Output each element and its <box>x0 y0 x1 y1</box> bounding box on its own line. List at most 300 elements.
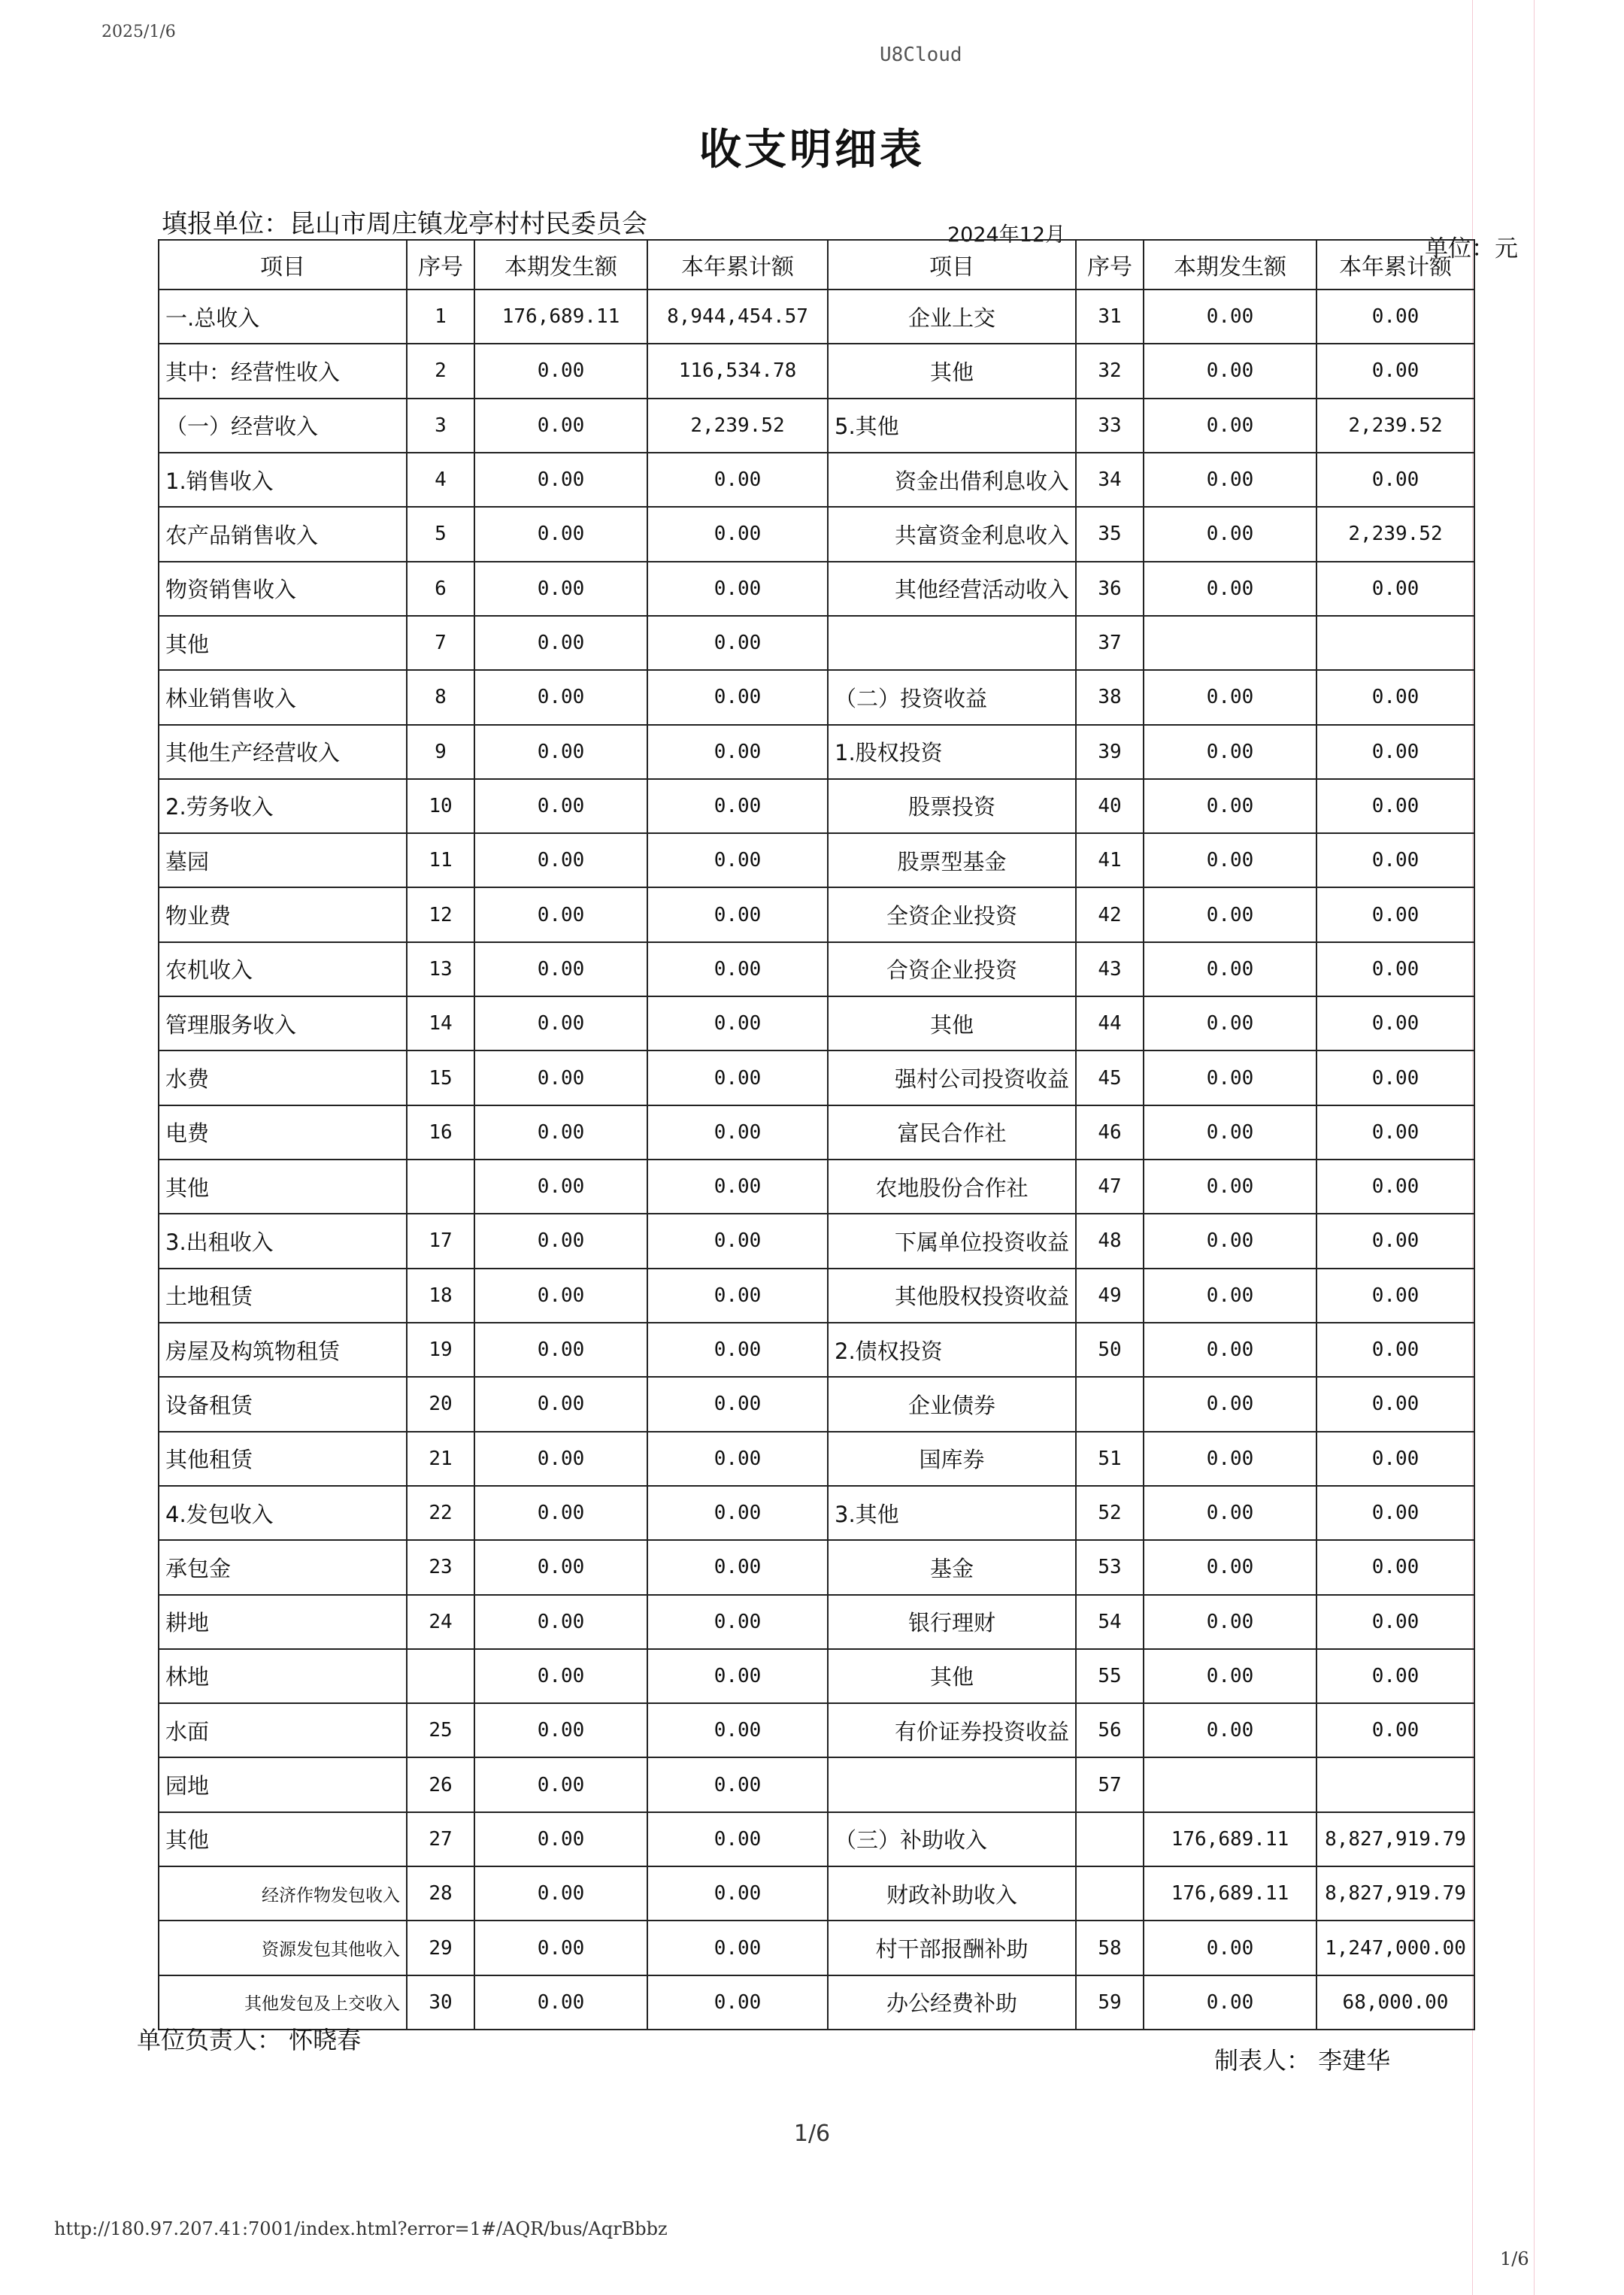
right-seq: 50 <box>1076 1323 1144 1377</box>
left-seq: 21 <box>407 1432 474 1486</box>
left-current-amount: 0.00 <box>474 887 647 941</box>
right-seq: 52 <box>1076 1486 1144 1540</box>
right-seq: 37 <box>1076 616 1144 670</box>
left-ytd-amount: 0.00 <box>647 1812 828 1866</box>
right-item-label: 其他 <box>828 996 1076 1050</box>
right-item-label: 有价证券投资收益 <box>828 1703 1076 1757</box>
right-current-amount: 0.00 <box>1144 1323 1316 1377</box>
left-ytd-amount: 0.00 <box>647 453 828 507</box>
table-row <box>159 779 1474 833</box>
left-ytd-amount: 0.00 <box>647 1377 828 1431</box>
right-item-label: 全资企业投资 <box>828 887 1076 941</box>
left-seq: 15 <box>407 1050 474 1105</box>
table-row <box>159 1540 1474 1594</box>
right-current-amount: 0.00 <box>1144 1921 1316 1975</box>
right-item-label: 股票型基金 <box>828 833 1076 887</box>
left-item-label: 一.总收入 <box>159 290 407 344</box>
right-ytd-amount: 68,000.00 <box>1316 1975 1474 2030</box>
right-ytd-amount <box>1316 616 1474 670</box>
left-seq: 29 <box>407 1921 474 1975</box>
table-row <box>159 1105 1474 1160</box>
left-ytd-amount: 0.00 <box>647 1160 828 1214</box>
left-ytd-amount: 0.00 <box>647 1540 828 1594</box>
right-item-label: 其他经营活动收入 <box>828 562 1076 616</box>
table-row <box>159 833 1474 887</box>
left-ytd-amount: 0.00 <box>647 1975 828 2030</box>
right-ytd-amount: 0.00 <box>1316 1160 1474 1214</box>
right-item-label: 办公经费补助 <box>828 1975 1076 2030</box>
left-item-label: 经济作物发包收入 <box>159 1866 407 1921</box>
table-row <box>159 1323 1474 1377</box>
right-ytd-amount: 0.00 <box>1316 779 1474 833</box>
left-item-label: 1.销售收入 <box>159 453 407 507</box>
left-ytd-amount: 0.00 <box>647 562 828 616</box>
table-row <box>159 290 1474 344</box>
right-current-amount: 0.00 <box>1144 562 1316 616</box>
left-item-label: 房屋及构筑物租赁 <box>159 1323 407 1377</box>
left-ytd-amount: 0.00 <box>647 616 828 670</box>
right-seq: 55 <box>1076 1649 1144 1703</box>
left-seq: 26 <box>407 1757 474 1811</box>
right-current-amount <box>1144 616 1316 670</box>
right-ytd-amount: 8,827,919.79 <box>1316 1866 1474 1921</box>
left-seq: 10 <box>407 779 474 833</box>
left-item-label: 其他 <box>159 616 407 670</box>
left-seq <box>407 1649 474 1703</box>
right-ytd-amount: 0.00 <box>1316 1486 1474 1540</box>
left-item-label: 资源发包其他收入 <box>159 1921 407 1975</box>
document-title: 收支明细表 <box>699 126 925 174</box>
left-seq: 13 <box>407 942 474 996</box>
left-item-label: 林业销售收入 <box>159 670 407 724</box>
print-date: 2025/1/6 <box>102 23 176 41</box>
left-seq: 7 <box>407 616 474 670</box>
left-ytd-amount: 116,534.78 <box>647 344 828 398</box>
right-ytd-amount: 0.00 <box>1316 887 1474 941</box>
right-ytd-amount: 0.00 <box>1316 725 1474 779</box>
app-name: U8Cloud <box>880 44 962 66</box>
right-ytd-amount: 0.00 <box>1316 1649 1474 1703</box>
right-item-label: （三）补助收入 <box>828 1812 1076 1866</box>
right-item-label: 下属单位投资收益 <box>828 1214 1076 1268</box>
table-row <box>159 399 1474 453</box>
left-seq: 12 <box>407 887 474 941</box>
table-row <box>159 996 1474 1050</box>
left-current-amount: 0.00 <box>474 1703 647 1757</box>
right-item-label: 股票投资 <box>828 779 1076 833</box>
left-current-amount: 0.00 <box>474 1866 647 1921</box>
left-seq: 23 <box>407 1540 474 1594</box>
left-ytd-amount: 0.00 <box>647 1432 828 1486</box>
left-ytd-amount: 0.00 <box>647 833 828 887</box>
right-item-label: 5.其他 <box>828 399 1076 453</box>
left-current-amount: 0.00 <box>474 1214 647 1268</box>
right-item-label: 银行理财 <box>828 1595 1076 1649</box>
table-row <box>159 562 1474 616</box>
right-seq: 51 <box>1076 1432 1144 1486</box>
table-row <box>159 1921 1474 1975</box>
right-ytd-amount: 0.00 <box>1316 1432 1474 1486</box>
right-current-amount: 0.00 <box>1144 1214 1316 1268</box>
left-ytd-amount: 0.00 <box>647 942 828 996</box>
column-header: 本期发生额 <box>474 240 647 290</box>
table-row <box>159 1866 1474 1921</box>
left-item-label: 其他 <box>159 1812 407 1866</box>
left-current-amount: 0.00 <box>474 1595 647 1649</box>
right-current-amount: 0.00 <box>1144 779 1316 833</box>
left-current-amount: 0.00 <box>474 1105 647 1160</box>
left-seq: 17 <box>407 1214 474 1268</box>
table-row <box>159 616 1474 670</box>
right-seq: 49 <box>1076 1269 1144 1323</box>
right-ytd-amount: 0.00 <box>1316 1269 1474 1323</box>
left-current-amount: 0.00 <box>474 1921 647 1975</box>
column-header: 项目 <box>159 240 407 290</box>
left-seq: 22 <box>407 1486 474 1540</box>
left-current-amount: 0.00 <box>474 344 647 398</box>
table-row <box>159 344 1474 398</box>
left-current-amount: 0.00 <box>474 562 647 616</box>
right-ytd-amount <box>1316 1757 1474 1811</box>
left-item-label: 农机收入 <box>159 942 407 996</box>
right-item-label: （二）投资收益 <box>828 670 1076 724</box>
left-item-label: 其他租赁 <box>159 1432 407 1486</box>
left-item-label: 承包金 <box>159 1540 407 1594</box>
left-current-amount: 0.00 <box>474 1486 647 1540</box>
left-seq: 6 <box>407 562 474 616</box>
left-item-label: 其他发包及上交收入 <box>159 1975 407 2030</box>
left-item-label: 物业费 <box>159 887 407 941</box>
unit-responsible-person: 单位负责人： 怀晓春 <box>137 2026 362 2054</box>
table-row <box>159 670 1474 724</box>
table-row <box>159 453 1474 507</box>
right-current-amount: 0.00 <box>1144 1703 1316 1757</box>
left-seq: 25 <box>407 1703 474 1757</box>
right-item-label: 财政补助收入 <box>828 1866 1076 1921</box>
table-row <box>159 1432 1474 1486</box>
right-current-amount: 0.00 <box>1144 670 1316 724</box>
left-item-label: 水费 <box>159 1050 407 1105</box>
right-current-amount: 0.00 <box>1144 1595 1316 1649</box>
left-current-amount: 0.00 <box>474 616 647 670</box>
right-seq: 38 <box>1076 670 1144 724</box>
right-current-amount: 0.00 <box>1144 1975 1316 2030</box>
left-item-label: 其他生产经营收入 <box>159 725 407 779</box>
right-seq: 43 <box>1076 942 1144 996</box>
right-current-amount <box>1144 1757 1316 1811</box>
right-current-amount: 0.00 <box>1144 399 1316 453</box>
right-item-label: 基金 <box>828 1540 1076 1594</box>
table-row <box>159 1486 1474 1540</box>
right-ytd-amount: 2,239.52 <box>1316 399 1474 453</box>
right-seq <box>1076 1377 1144 1431</box>
table-row <box>159 507 1474 561</box>
right-ytd-amount: 0.00 <box>1316 1105 1474 1160</box>
right-seq: 31 <box>1076 290 1144 344</box>
column-header: 序号 <box>407 240 474 290</box>
right-current-amount: 0.00 <box>1144 1649 1316 1703</box>
right-seq: 46 <box>1076 1105 1144 1160</box>
left-current-amount: 0.00 <box>474 399 647 453</box>
left-item-label: 3.出租收入 <box>159 1214 407 1268</box>
right-item-label: 其他股权投资收益 <box>828 1269 1076 1323</box>
right-item-label: 村干部报酬补助 <box>828 1921 1076 1975</box>
table-preparer: 制表人： 李建华 <box>1214 2046 1391 2075</box>
right-current-amount: 0.00 <box>1144 996 1316 1050</box>
left-current-amount: 0.00 <box>474 833 647 887</box>
page-number: 1/6 <box>793 2121 831 2147</box>
right-ytd-amount: 2,239.52 <box>1316 507 1474 561</box>
right-current-amount: 0.00 <box>1144 725 1316 779</box>
left-item-label: 林地 <box>159 1649 407 1703</box>
left-current-amount: 0.00 <box>474 507 647 561</box>
right-seq: 36 <box>1076 562 1144 616</box>
left-ytd-amount: 0.00 <box>647 1269 828 1323</box>
left-seq: 5 <box>407 507 474 561</box>
right-seq: 42 <box>1076 887 1144 941</box>
table-row <box>159 1269 1474 1323</box>
right-item-label: 国库券 <box>828 1432 1076 1486</box>
left-item-label: 水面 <box>159 1703 407 1757</box>
table-row <box>159 1649 1474 1703</box>
left-current-amount: 0.00 <box>474 942 647 996</box>
right-current-amount: 0.00 <box>1144 833 1316 887</box>
left-seq: 16 <box>407 1105 474 1160</box>
report-period: 2024年12月 <box>947 223 1066 247</box>
left-current-amount: 0.00 <box>474 1269 647 1323</box>
right-item-label: 富民合作社 <box>828 1105 1076 1160</box>
right-current-amount: 0.00 <box>1144 942 1316 996</box>
left-item-label: 土地租赁 <box>159 1269 407 1323</box>
table-header-row <box>159 240 1474 290</box>
right-item-label: 资金出借利息收入 <box>828 453 1076 507</box>
right-current-amount: 176,689.11 <box>1144 1866 1316 1921</box>
left-current-amount: 0.00 <box>474 1160 647 1214</box>
right-seq: 53 <box>1076 1540 1144 1594</box>
table-row <box>159 725 1474 779</box>
right-ytd-amount: 0.00 <box>1316 833 1474 887</box>
left-seq: 11 <box>407 833 474 887</box>
right-ytd-amount: 0.00 <box>1316 344 1474 398</box>
right-ytd-amount: 0.00 <box>1316 1377 1474 1431</box>
left-seq: 14 <box>407 996 474 1050</box>
right-item-label: 1.股权投资 <box>828 725 1076 779</box>
left-item-label: 耕地 <box>159 1595 407 1649</box>
right-seq: 41 <box>1076 833 1144 887</box>
right-ytd-amount: 0.00 <box>1316 562 1474 616</box>
source-url: http://180.97.207.41:7001/index.html?error=1#/AQR/bus/AqrBbbz <box>54 2218 668 2239</box>
right-ytd-amount: 1,247,000.00 <box>1316 1921 1474 1975</box>
left-seq: 3 <box>407 399 474 453</box>
table-row <box>159 887 1474 941</box>
right-item-label: 其他 <box>828 344 1076 398</box>
table-row <box>159 1160 1474 1214</box>
table-row <box>159 1377 1474 1431</box>
left-ytd-amount: 0.00 <box>647 1214 828 1268</box>
column-header: 本年累计额 <box>647 240 828 290</box>
right-seq: 33 <box>1076 399 1144 453</box>
right-seq: 48 <box>1076 1214 1144 1268</box>
right-ytd-amount: 0.00 <box>1316 1540 1474 1594</box>
left-seq: 24 <box>407 1595 474 1649</box>
left-seq: 28 <box>407 1866 474 1921</box>
left-current-amount: 0.00 <box>474 1540 647 1594</box>
right-current-amount: 0.00 <box>1144 1269 1316 1323</box>
left-current-amount: 0.00 <box>474 1323 647 1377</box>
left-seq: 2 <box>407 344 474 398</box>
left-ytd-amount: 0.00 <box>647 1486 828 1540</box>
left-current-amount: 0.00 <box>474 1649 647 1703</box>
left-item-label: 4.发包收入 <box>159 1486 407 1540</box>
left-seq: 30 <box>407 1975 474 2030</box>
right-current-amount: 176,689.11 <box>1144 1812 1316 1866</box>
right-item-label: 其他 <box>828 1649 1076 1703</box>
left-current-amount: 0.00 <box>474 1377 647 1431</box>
right-item-label: 3.其他 <box>828 1486 1076 1540</box>
left-seq: 27 <box>407 1812 474 1866</box>
right-item-label: 共富资金利息收入 <box>828 507 1076 561</box>
left-current-amount: 0.00 <box>474 996 647 1050</box>
right-current-amount: 0.00 <box>1144 1486 1316 1540</box>
table-row <box>159 1595 1474 1649</box>
left-item-label: 其中：经营性收入 <box>159 344 407 398</box>
right-ytd-amount: 0.00 <box>1316 1595 1474 1649</box>
column-header: 本期发生额 <box>1144 240 1316 290</box>
right-current-amount: 0.00 <box>1144 1432 1316 1486</box>
left-seq: 20 <box>407 1377 474 1431</box>
right-seq: 44 <box>1076 996 1144 1050</box>
left-ytd-amount: 0.00 <box>647 1105 828 1160</box>
left-seq: 9 <box>407 725 474 779</box>
left-ytd-amount: 0.00 <box>647 1595 828 1649</box>
right-item-label: 农地股份合作社 <box>828 1160 1076 1214</box>
page-number-corner: 1/6 <box>1500 2248 1529 2269</box>
left-current-amount: 0.00 <box>474 670 647 724</box>
left-item-label: （一）经营收入 <box>159 399 407 453</box>
left-seq: 1 <box>407 290 474 344</box>
table-body <box>159 290 1474 2030</box>
left-ytd-amount: 0.00 <box>647 1866 828 1921</box>
right-ytd-amount: 0.00 <box>1316 290 1474 344</box>
left-item-label: 园地 <box>159 1757 407 1811</box>
right-current-amount: 0.00 <box>1144 887 1316 941</box>
right-ytd-amount: 0.00 <box>1316 1214 1474 1268</box>
left-item-label: 管理服务收入 <box>159 996 407 1050</box>
right-current-amount: 0.00 <box>1144 1050 1316 1105</box>
table-row <box>159 1050 1474 1105</box>
left-ytd-amount: 8,944,454.57 <box>647 290 828 344</box>
left-item-label: 电费 <box>159 1105 407 1160</box>
left-ytd-amount: 0.00 <box>647 887 828 941</box>
left-item-label: 其他 <box>159 1160 407 1214</box>
left-ytd-amount: 0.00 <box>647 996 828 1050</box>
right-seq: 45 <box>1076 1050 1144 1105</box>
table-row <box>159 1214 1474 1268</box>
left-current-amount: 0.00 <box>474 1975 647 2030</box>
right-ytd-amount: 0.00 <box>1316 942 1474 996</box>
left-ytd-amount: 0.00 <box>647 1323 828 1377</box>
left-current-amount: 0.00 <box>474 1757 647 1811</box>
left-current-amount: 0.00 <box>474 779 647 833</box>
right-seq: 32 <box>1076 344 1144 398</box>
right-seq: 57 <box>1076 1757 1144 1811</box>
right-seq: 39 <box>1076 725 1144 779</box>
table-row <box>159 1812 1474 1866</box>
right-seq: 56 <box>1076 1703 1144 1757</box>
right-ytd-amount: 0.00 <box>1316 453 1474 507</box>
left-ytd-amount: 0.00 <box>647 670 828 724</box>
right-seq <box>1076 1812 1144 1866</box>
left-current-amount: 176,689.11 <box>474 290 647 344</box>
left-ytd-amount: 0.00 <box>647 725 828 779</box>
right-ytd-amount: 8,827,919.79 <box>1316 1812 1474 1866</box>
right-seq <box>1076 1866 1144 1921</box>
right-item-label <box>828 1757 1076 1811</box>
income-expense-table <box>158 239 1475 2030</box>
right-seq: 58 <box>1076 1921 1144 1975</box>
left-item-label: 物资销售收入 <box>159 562 407 616</box>
right-seq: 59 <box>1076 1975 1144 2030</box>
left-ytd-amount: 0.00 <box>647 1703 828 1757</box>
filing-unit: 填报单位：昆山市周庄镇龙亭村村民委员会 <box>162 209 647 239</box>
right-ytd-amount: 0.00 <box>1316 670 1474 724</box>
currency-unit: 单位：元 <box>1425 235 1518 262</box>
left-ytd-amount: 0.00 <box>647 1921 828 1975</box>
left-ytd-amount: 0.00 <box>647 779 828 833</box>
left-item-label: 墓园 <box>159 833 407 887</box>
left-current-amount: 0.00 <box>474 725 647 779</box>
right-seq: 35 <box>1076 507 1144 561</box>
right-ytd-amount: 0.00 <box>1316 1323 1474 1377</box>
right-item-label: 强村公司投资收益 <box>828 1050 1076 1105</box>
left-seq: 18 <box>407 1269 474 1323</box>
left-seq <box>407 1160 474 1214</box>
column-header: 本年累计额 <box>1316 240 1474 290</box>
right-seq: 54 <box>1076 1595 1144 1649</box>
right-seq: 40 <box>1076 779 1144 833</box>
right-ytd-amount: 0.00 <box>1316 996 1474 1050</box>
left-current-amount: 0.00 <box>474 1812 647 1866</box>
right-current-amount: 0.00 <box>1144 344 1316 398</box>
right-item-label: 合资企业投资 <box>828 942 1076 996</box>
right-seq: 34 <box>1076 453 1144 507</box>
left-seq: 4 <box>407 453 474 507</box>
left-current-amount: 0.00 <box>474 1050 647 1105</box>
left-seq: 19 <box>407 1323 474 1377</box>
right-current-amount: 0.00 <box>1144 507 1316 561</box>
left-ytd-amount: 0.00 <box>647 1050 828 1105</box>
right-seq: 47 <box>1076 1160 1144 1214</box>
column-header: 项目 <box>828 240 1076 290</box>
table-row <box>159 1703 1474 1757</box>
left-current-amount: 0.00 <box>474 453 647 507</box>
right-item-label: 企业上交 <box>828 290 1076 344</box>
left-ytd-amount: 0.00 <box>647 1757 828 1811</box>
right-current-amount: 0.00 <box>1144 1160 1316 1214</box>
right-current-amount: 0.00 <box>1144 1105 1316 1160</box>
column-header: 序号 <box>1076 240 1144 290</box>
left-item-label: 2.劳务收入 <box>159 779 407 833</box>
left-item-label: 设备租赁 <box>159 1377 407 1431</box>
right-current-amount: 0.00 <box>1144 1540 1316 1594</box>
table-row <box>159 942 1474 996</box>
right-item-label: 2.债权投资 <box>828 1323 1076 1377</box>
right-item-label <box>828 616 1076 670</box>
table-row <box>159 1757 1474 1811</box>
left-seq: 8 <box>407 670 474 724</box>
right-item-label: 企业债券 <box>828 1377 1076 1431</box>
right-current-amount: 0.00 <box>1144 1377 1316 1431</box>
